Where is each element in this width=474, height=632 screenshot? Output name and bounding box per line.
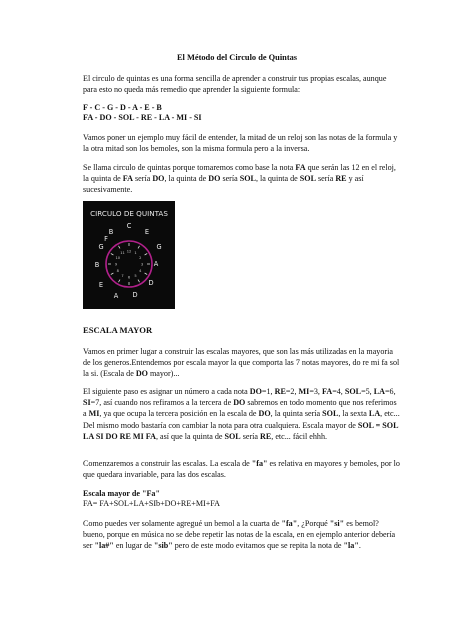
fa-scale-formula: FA= FA+SOL+LA+SIb+DO+RE+MI+FA <box>83 499 221 508</box>
why-paragraph: Se llama circulo de quintas porque tomaremos como base la nota FA que serán las 12 en el reloj, la quinta de FA sería DO, la quinta de DO sería SOL, la quinta de SOL sería RE y así sucesivamente. <box>83 163 396 195</box>
circle-of-fifths-diagram <box>83 201 175 309</box>
build-paragraph: Comenzaremos a construir las escalas. La escala de "fa" es relativa en mayores y bemoles, por lo que quedara invariable, para las dos escalas. <box>83 459 400 480</box>
note-letter: G <box>156 243 162 251</box>
note-letter: F <box>104 235 108 243</box>
note-letter: E <box>144 228 150 236</box>
note-letter: B <box>94 261 100 269</box>
note-letter: G <box>98 243 104 251</box>
clock-tick <box>111 273 114 275</box>
diagram-title: CIRCULO DE QUINTAS <box>90 209 168 218</box>
circle-of-fifths-image <box>83 201 175 309</box>
note-letter: A <box>153 260 159 268</box>
fa-scale-heading: Escala mayor de "Fa" <box>83 489 160 498</box>
clock-tick <box>145 254 148 256</box>
clock-number: 5 <box>134 273 137 278</box>
major-intro-paragraph: Vamos en primer lugar a construir las escalas mayores, que son las más utilizadas en la mayoria de los generos.Entendemos por escala mayor la que comporta las 7 notas mayores, do re mi fa sol la si. (Escala de DO mayor)... <box>83 347 400 379</box>
note-letter: D <box>148 279 154 287</box>
clock-tick <box>145 273 148 275</box>
note-letter: C <box>126 222 132 230</box>
clock-number: 8 <box>116 269 119 273</box>
note-letter: A <box>113 292 119 300</box>
sequence-solfege: FA - DO - SOL - RE - LA - MI - SI <box>83 113 202 122</box>
clock-number: 12 <box>126 249 132 254</box>
note-letter: E <box>98 281 104 289</box>
clock-number: 9 <box>114 262 118 267</box>
intro-paragraph: El circulo de quintas es una forma sencilla de aprender a construir tus propias escalas, aunque para esto no queda más remedio que aprender la siguiente formula: <box>83 74 387 95</box>
clock-number: 7 <box>121 273 124 278</box>
clock-number: 11 <box>120 251 125 256</box>
clock-number: 2 <box>139 256 142 260</box>
note-letter: B <box>108 228 114 236</box>
clock-number: 6 <box>127 275 131 280</box>
note-letter: D <box>132 291 138 299</box>
clock-tick <box>138 280 140 283</box>
clock-tick <box>111 254 114 256</box>
clock-tick <box>119 280 121 283</box>
document-title: El Método del Circulo de Quintas <box>176 53 298 62</box>
clock-number: 1 <box>134 251 137 256</box>
clock-tick <box>138 246 140 249</box>
closing-paragraph: Como puedes ver solamente agregué un bemol a la cuarta de "fa", ¿Porqué "si" es bemol? bueno, porque en música no se debe repetir las notas de la escala, en en ejemplo anterior debería ser "la#" en lugar de "sib" pero de este modo evitamos que se repita la nota de "la". <box>83 519 396 551</box>
clock-number: 4 <box>139 269 142 273</box>
fifths-ring <box>106 241 152 287</box>
clock-paragraph: Vamos poner un ejemplo muy fácil de entender, la mitad de un reloj son las notas de la formula y la otra mitad son los bemoles, son la misma formula pero a la inversa. <box>83 133 398 154</box>
clock-number: 10 <box>115 256 121 260</box>
major-scale-heading: ESCALA MAYOR <box>83 325 153 335</box>
sequence-letters: F - C - G - D - A - E - B <box>83 103 162 112</box>
numbering-paragraph: El siguiente paso es asignar un número a cada nota DO=1, RE=2, MI=3, FA=4, SOL=5, LA=6, SI=7, así cuando nos refiramos a la tercera de DO sabremos en todo momento que nos referimos a MI, ya que ocupa la tercera posición en la escala de DO, la quinta sería SOL, la sexta LA, etc... Del mismo modo bastaría con cambiar la nota para otra cualquiera. Escala mayor de SOL = SOL LA SI DO RE MI FA, así que la quinta de SOL sería RE, etc... fácil ehhh. <box>83 387 400 441</box>
clock-number: 3 <box>140 262 144 267</box>
clock-tick <box>119 246 121 249</box>
